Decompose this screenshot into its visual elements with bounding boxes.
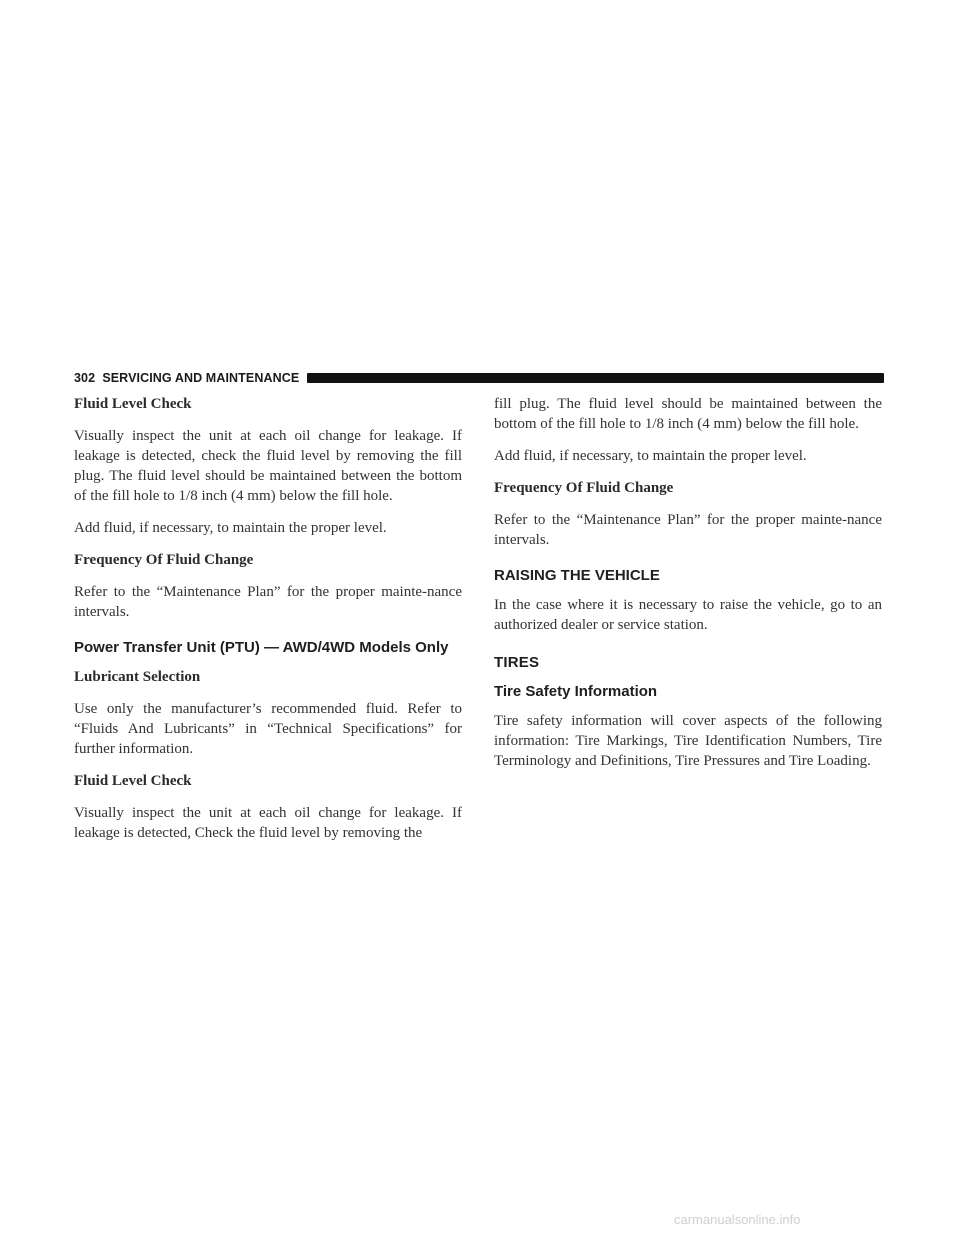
tire-safety-heading: Tire Safety Information — [494, 683, 658, 700]
watermark: carmanualsonline.info — [674, 1212, 801, 1227]
right-column — [494, 394, 882, 783]
fluid-level-check-text-2: Visually inspect the unit at each oil change for leakage. If leakage is detected, Check the fluid level by removing the — [74, 805, 462, 841]
add-fluid-text-right: Add fluid, if necessary, to maintain the proper level. — [494, 448, 807, 464]
fluid-level-check-heading-2: Fluid Level Check — [74, 773, 192, 789]
tire-safety-text: Tire safety information will cover aspects of the following information: Tire Markings, Tire Identification Numbers, Tire Terminology and Definitions, Tire Pressures and Tire Loading. — [494, 713, 882, 769]
raising-vehicle-text: In the case where it is necessary to raise the vehicle, go to an authorized dealer or service station. — [494, 597, 882, 633]
ptu-heading: Power Transfer Unit (PTU) — AWD/4WD Models Only — [74, 639, 449, 656]
fluid-level-check-text: Visually inspect the unit at each oil change for leakage. If leakage is detected, check the fluid level by removing the fill plug. The fluid level should be maintained between the bottom of the fill hole to 1/8 inch (4 mm) below the fill hole. — [74, 428, 462, 504]
frequency-text-right: Refer to the “Maintenance Plan” for the proper mainte-nance intervals. — [494, 512, 882, 548]
left-column — [74, 394, 462, 855]
raising-vehicle-heading: RAISING THE VEHICLE — [494, 567, 660, 584]
add-fluid-text: Add fluid, if necessary, to maintain the proper level. — [74, 520, 387, 536]
page-header — [74, 369, 884, 387]
lubricant-heading: Lubricant Selection — [74, 669, 201, 685]
tires-heading: TIRES — [494, 654, 540, 671]
fluid-level-check-heading: Fluid Level Check — [74, 396, 192, 412]
page-number: 302 — [74, 371, 96, 385]
frequency-text: Refer to the “Maintenance Plan” for the proper mainte-nance intervals. — [74, 584, 462, 620]
lubricant-text: Use only the manufacturer’s recommended fluid. Refer to “Fluids And Lubricants” in “Technical Specifications” for further information. — [74, 701, 462, 757]
frequency-heading: Frequency Of Fluid Change — [74, 552, 254, 568]
page-header-text — [74, 371, 299, 385]
frequency-heading-right: Frequency Of Fluid Change — [494, 480, 674, 496]
header-rule — [307, 373, 884, 383]
section-title: SERVICING AND MAINTENANCE — [102, 371, 300, 385]
continued-text: fill plug. The fluid level should be maintained between the bottom of the fill hole to 1/8 inch (4 mm) below the fill hole. — [494, 396, 882, 432]
